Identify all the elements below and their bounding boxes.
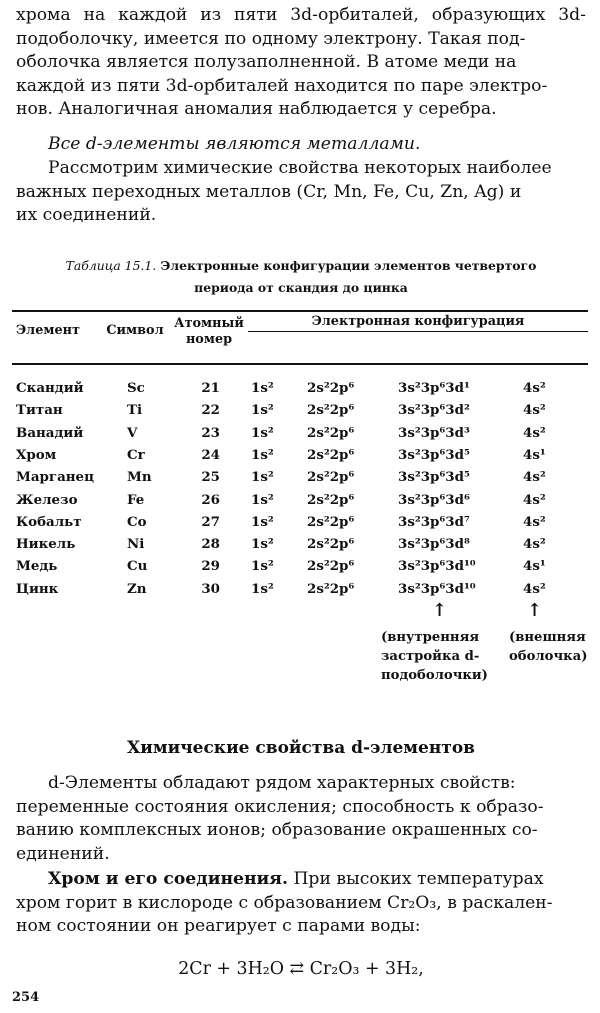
caption-line-2: периода от скандия до цинка xyxy=(194,280,408,295)
note-outer-shell xyxy=(509,628,599,666)
element-name: Скандий xyxy=(16,380,84,396)
table-row xyxy=(0,377,600,399)
header-atomic-number xyxy=(168,316,250,348)
config-inner-shell: 3s²3p⁶3d³ xyxy=(398,424,470,441)
config-inner-shell: 3s²3p⁶3d⁸ xyxy=(398,536,470,553)
atomic-number: 28 xyxy=(201,536,220,553)
config-1s: 1s² xyxy=(251,380,274,396)
element-symbol: Fe xyxy=(127,491,145,508)
text-line: переменные состояния окисления; способность к образо- xyxy=(16,796,544,817)
atomic-number: 25 xyxy=(201,469,220,486)
config-2s2p: 2s²2p⁶ xyxy=(307,446,355,463)
config-2s2p: 2s²2p⁶ xyxy=(307,424,355,441)
config-inner-shell: 3s²3p⁶3d² xyxy=(398,402,470,419)
config-outer-shell: 4s² xyxy=(523,536,546,553)
table-header-inner-rule xyxy=(248,331,588,332)
config-outer-shell: 4s¹ xyxy=(523,558,546,575)
paragraph-d-element-properties xyxy=(16,772,586,866)
config-outer-shell: 4s² xyxy=(523,469,546,486)
table-row xyxy=(0,533,600,555)
config-inner-shell: 3s²3p⁶3d¹⁰ xyxy=(398,580,476,597)
config-1s: 1s² xyxy=(251,402,274,419)
element-symbol: Ni xyxy=(127,536,145,553)
config-2s2p: 2s²2p⁶ xyxy=(307,580,355,597)
caption-label: Таблица 15.1. xyxy=(65,258,157,273)
element-symbol: V xyxy=(127,424,138,441)
text-line xyxy=(16,868,586,892)
config-inner-shell: 3s²3p⁶3d¹⁰ xyxy=(398,558,476,575)
config-2s2p: 2s²2p⁶ xyxy=(307,513,355,530)
text-line: оболочка является полузаполненной. В атоме меди на xyxy=(16,52,517,72)
atomic-number: 24 xyxy=(201,446,220,463)
note-line: (внутренняя xyxy=(381,630,480,645)
caption-line-1 xyxy=(16,255,586,277)
table-row xyxy=(0,444,600,466)
config-2s2p: 2s²2p⁶ xyxy=(307,491,355,508)
element-symbol: Cu xyxy=(127,558,148,575)
atomic-number: 29 xyxy=(201,558,220,575)
element-name: Кобальт xyxy=(16,513,82,530)
table-row xyxy=(0,578,600,600)
text-line: Рассмотрим химические свойства некоторых наиболее xyxy=(48,158,552,178)
text-line: ванию комплексных ионов; образование окрашенных со- xyxy=(16,820,538,840)
table-header-bottom-rule xyxy=(12,363,588,365)
element-symbol: Co xyxy=(127,513,147,530)
config-2s2p: 2s²2p⁶ xyxy=(307,469,355,486)
element-name: Медь xyxy=(16,558,58,575)
italic-statement xyxy=(16,133,586,157)
config-outer-shell: 4s¹ xyxy=(523,446,546,463)
text-line: подоболочку, имеется по одному электрону. Такая под- xyxy=(16,28,526,49)
element-symbol: Cr xyxy=(127,446,145,463)
config-outer-shell: 4s² xyxy=(523,380,546,396)
text-line: d-Элементы обладают рядом характерных свойств: xyxy=(48,773,516,793)
note-line: подоболочки) xyxy=(381,668,488,683)
config-1s: 1s² xyxy=(251,536,274,553)
element-name: Марганец xyxy=(16,469,94,486)
text-line: каждой из пяти 3d-орбиталей находится по паре электро- xyxy=(16,75,548,96)
text-run: При высоких температурах xyxy=(287,869,544,889)
caption-text: Электронные конфигурации элементов четвертого xyxy=(160,258,537,273)
note-inner-d-subshell xyxy=(381,628,501,685)
element-symbol: Zn xyxy=(127,580,147,597)
table-row xyxy=(0,466,600,488)
header-atomic-line1: Атомный xyxy=(174,316,244,331)
atomic-number: 23 xyxy=(201,424,220,441)
text-line: ном состоянии он реагирует с парами воды: xyxy=(16,916,421,936)
paragraph-transition-metals-intro xyxy=(16,157,586,228)
atomic-number: 26 xyxy=(201,491,220,508)
atomic-number: 22 xyxy=(201,402,220,419)
text-line: хром горит в кислороде с образованием Cr₂O₃, в раскален- xyxy=(16,892,553,913)
text-line: Все d-элементы являются металлами. xyxy=(48,134,421,154)
paragraph-chromium-compounds xyxy=(16,868,586,939)
note-line: (внешняя xyxy=(509,630,586,645)
config-outer-shell: 4s² xyxy=(523,513,546,530)
header-atomic-line2: номер xyxy=(185,332,233,347)
atomic-number: 21 xyxy=(201,380,220,396)
element-name: Железо xyxy=(16,491,78,508)
up-arrow-icon: ↑ xyxy=(432,600,448,621)
table-row xyxy=(0,399,600,421)
table-row xyxy=(0,422,600,444)
chemical-equation: 2Cr + 3H₂O ⇄ Cr₂O₃ + 3H₂, xyxy=(178,959,424,979)
table-top-rule xyxy=(12,310,588,312)
config-outer-shell: 4s² xyxy=(523,580,546,597)
config-inner-shell: 3s²3p⁶3d⁶ xyxy=(398,491,470,508)
config-2s2p: 2s²2p⁶ xyxy=(307,558,355,575)
header-electron-configuration: Электронная конфигурация xyxy=(311,314,525,329)
table-caption xyxy=(16,255,586,299)
config-1s: 1s² xyxy=(251,491,274,508)
text-line: нов. Аналогичная аномалия наблюдается у серебра. xyxy=(16,99,497,119)
element-name: Титан xyxy=(16,402,63,419)
element-name: Никель xyxy=(16,536,76,553)
text-line: хрома на каждой из пяти 3d-орбиталей, образующих 3d- xyxy=(16,5,586,25)
element-symbol: Mn xyxy=(127,469,152,486)
paragraph-chromium-copper-anomaly xyxy=(16,4,586,122)
element-symbol: Ti xyxy=(127,402,143,419)
config-2s2p: 2s²2p⁶ xyxy=(307,402,355,419)
atomic-number: 27 xyxy=(201,513,220,530)
config-inner-shell: 3s²3p⁶3d⁵ xyxy=(398,469,470,486)
element-name: Хром xyxy=(16,446,57,463)
text-line: единений. xyxy=(16,843,110,864)
table-row xyxy=(0,555,600,577)
config-1s: 1s² xyxy=(251,446,274,463)
element-name: Цинк xyxy=(16,580,59,597)
text-line: важных переходных металлов (Cr, Mn, Fe, Cu, Zn, Ag) и xyxy=(16,181,522,202)
config-outer-shell: 4s² xyxy=(523,402,546,419)
table-row xyxy=(0,511,600,533)
section-title: Химические свойства d-элементов xyxy=(127,738,475,758)
config-1s: 1s² xyxy=(251,424,274,441)
config-2s2p: 2s²2p⁶ xyxy=(307,536,355,553)
config-1s: 1s² xyxy=(251,558,274,575)
config-inner-shell: 3s²3p⁶3d¹ xyxy=(398,380,470,396)
table-row xyxy=(0,489,600,511)
text-line: их соединений. xyxy=(16,205,157,225)
atomic-number: 30 xyxy=(201,580,220,597)
up-arrow-icon: ↑ xyxy=(527,600,543,621)
config-inner-shell: 3s²3p⁶3d⁵ xyxy=(398,446,470,463)
config-2s2p: 2s²2p⁶ xyxy=(307,380,355,396)
run-in-heading: Хром и его соединения. xyxy=(48,869,288,889)
note-line: оболочка) xyxy=(509,649,588,664)
note-line: застройка d- xyxy=(381,649,480,664)
config-1s: 1s² xyxy=(251,580,274,597)
config-inner-shell: 3s²3p⁶3d⁷ xyxy=(398,513,470,530)
header-element: Элемент xyxy=(16,323,80,338)
header-symbol: Символ xyxy=(106,323,164,338)
config-1s: 1s² xyxy=(251,513,274,530)
element-symbol: Sc xyxy=(127,380,145,396)
config-1s: 1s² xyxy=(251,469,274,486)
element-name: Ванадий xyxy=(16,424,84,441)
config-outer-shell: 4s² xyxy=(523,424,546,441)
page-number: 254 xyxy=(12,990,40,1005)
config-outer-shell: 4s² xyxy=(523,491,546,508)
